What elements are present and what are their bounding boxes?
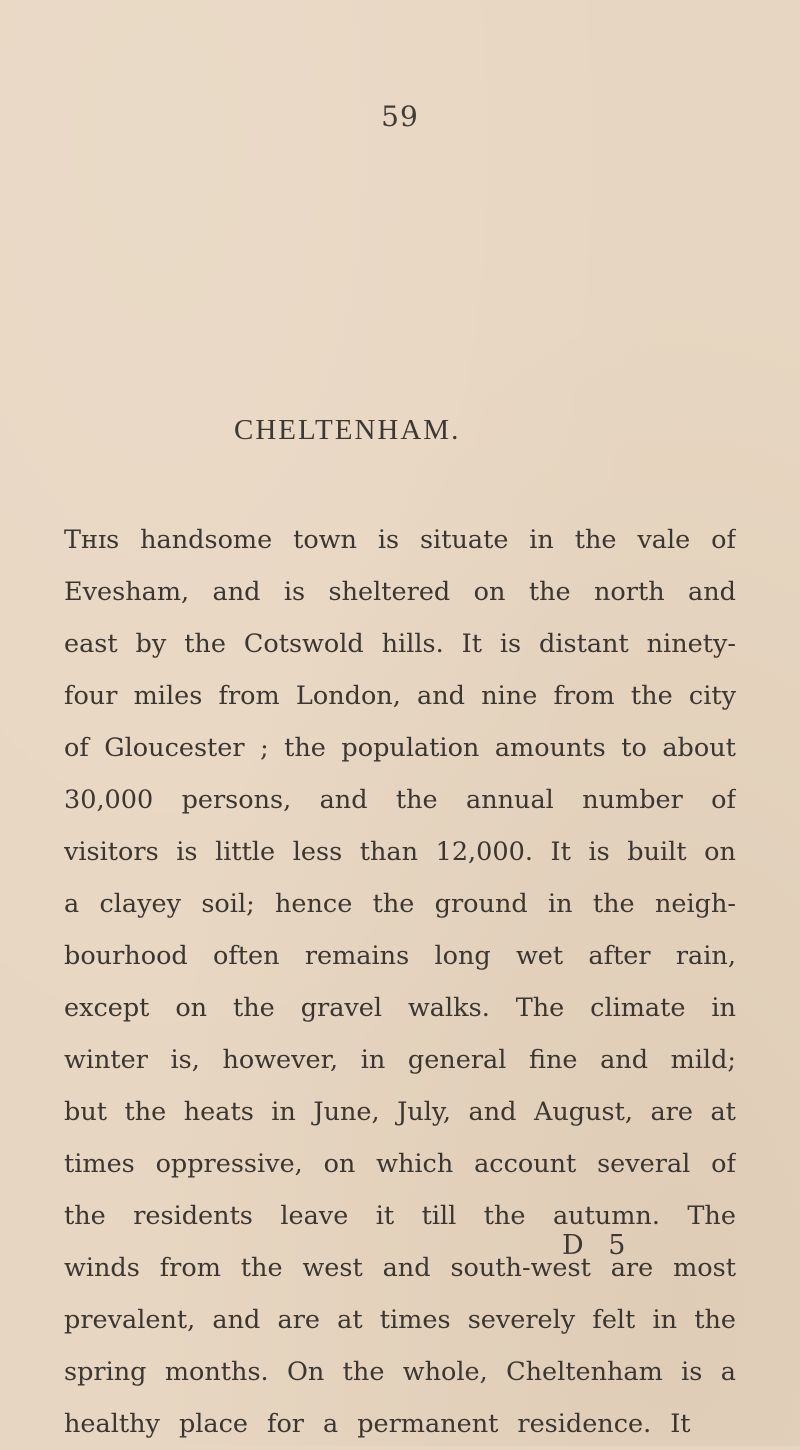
word: permanent (357, 1409, 499, 1439)
word: little (215, 837, 276, 867)
word: gravel (300, 993, 383, 1023)
word: situate (419, 525, 509, 555)
word: about (662, 733, 736, 763)
word: long (434, 941, 491, 971)
word: on (323, 1149, 356, 1179)
word: Cheltenham (506, 1357, 663, 1387)
text-line (64, 826, 736, 878)
word: and (417, 681, 465, 711)
word: the (395, 785, 438, 815)
word: Evesham, (64, 577, 190, 607)
word: and (382, 1253, 431, 1283)
word: population (341, 733, 480, 763)
word: a (323, 1409, 339, 1439)
word: the (574, 525, 617, 555)
word: whole, (402, 1357, 488, 1387)
word: hills. (381, 629, 444, 659)
word: ; (260, 733, 269, 763)
word: account (474, 1149, 577, 1179)
word: from (218, 681, 280, 711)
word: August, (533, 1097, 633, 1127)
word: Gloucester (104, 733, 245, 763)
word: autumn. (552, 1201, 660, 1231)
word: a (720, 1357, 736, 1387)
word: in (548, 889, 573, 919)
word: north (594, 577, 665, 607)
word: spring (64, 1357, 147, 1387)
word: visitors (64, 837, 159, 867)
word: months. (164, 1357, 269, 1387)
word: the (694, 1305, 736, 1335)
signature-mark: D 5 (562, 1230, 634, 1261)
word: fine (528, 1045, 578, 1075)
word: are (610, 1253, 654, 1283)
text-line (64, 1086, 736, 1138)
word: walks. (407, 993, 490, 1023)
word: it (375, 1201, 395, 1231)
word: after (588, 941, 651, 971)
word: London, (295, 681, 401, 711)
word: soil; (201, 889, 255, 919)
word: times (64, 1149, 135, 1179)
word: The (515, 993, 565, 1023)
word: the (342, 1357, 385, 1387)
text-line (64, 878, 736, 930)
text-line (64, 722, 736, 774)
word: general (407, 1045, 507, 1075)
word: June, (313, 1097, 380, 1127)
word: at (337, 1305, 363, 1335)
word: built (627, 837, 687, 867)
word: the (124, 1097, 167, 1127)
body-paragraph (64, 514, 736, 1450)
word: leave (280, 1201, 349, 1231)
word: for (267, 1409, 304, 1439)
word: city (688, 681, 736, 711)
text-line (64, 1034, 736, 1086)
word: Cotswold (243, 629, 364, 659)
word: and (468, 1097, 517, 1127)
word: on (473, 577, 506, 607)
word: the (528, 577, 571, 607)
word: annual (466, 785, 554, 815)
word: persons, (181, 785, 292, 815)
word: It (550, 837, 571, 867)
text-line (64, 670, 736, 722)
word: in (360, 1045, 386, 1075)
word: vale (637, 525, 691, 555)
word: residents (133, 1201, 253, 1231)
word: place (178, 1409, 249, 1439)
word: prevalent, (64, 1305, 196, 1335)
word: It (461, 629, 482, 659)
word: amounts (494, 733, 606, 763)
text-line (64, 1294, 736, 1346)
text-line (64, 1190, 736, 1242)
text-line (64, 1346, 736, 1398)
word: and (319, 785, 368, 815)
word: of (711, 525, 736, 555)
word: 12,000. (435, 837, 533, 867)
word: east (64, 629, 118, 659)
word: The (687, 1201, 736, 1231)
word: by (135, 629, 167, 659)
word: oppressive, (155, 1149, 303, 1179)
word: July, (397, 1097, 452, 1127)
word: and (212, 577, 261, 607)
word: the (284, 733, 326, 763)
word: in (652, 1305, 678, 1335)
text-line (64, 982, 736, 1034)
word: on (175, 993, 208, 1023)
word: climate (590, 993, 686, 1023)
word: and (688, 577, 736, 607)
word: winds (64, 1253, 140, 1283)
word: till (421, 1201, 457, 1231)
text-line (64, 930, 736, 982)
word: handsome (140, 525, 273, 555)
word: mild; (670, 1045, 736, 1075)
text-line (64, 566, 736, 618)
word: ninety- (646, 629, 736, 659)
page-number: 59 (381, 100, 419, 133)
word: are (277, 1305, 320, 1335)
text-line (64, 1242, 736, 1294)
word: town (293, 525, 357, 555)
word: is (176, 837, 198, 867)
word: On (287, 1357, 325, 1387)
word: times (379, 1305, 451, 1335)
word: residence. (517, 1409, 652, 1439)
word: clayey (99, 889, 182, 919)
word: healthy (64, 1409, 160, 1439)
word: than (359, 837, 419, 867)
word: the (592, 889, 635, 919)
word: miles (133, 681, 203, 711)
word: is (588, 837, 610, 867)
word: and (212, 1305, 261, 1335)
word: but (64, 1097, 107, 1127)
text-line (64, 514, 736, 566)
word: neigh- (654, 889, 736, 919)
word: nine (481, 681, 538, 711)
word: remains (304, 941, 410, 971)
word: severely (467, 1305, 576, 1335)
word: is (283, 577, 306, 607)
word: is (377, 525, 400, 555)
word: the (372, 889, 415, 919)
word: south-west (450, 1253, 591, 1283)
word: is, (170, 1045, 200, 1075)
word: is (499, 629, 522, 659)
word: often (213, 941, 280, 971)
word: the (240, 1253, 283, 1283)
word: winter (64, 1045, 148, 1075)
text-line (64, 1398, 736, 1450)
word: several (597, 1149, 691, 1179)
word: heats (183, 1097, 254, 1127)
word: Tʜɪs (64, 525, 120, 555)
word: hence (274, 889, 353, 919)
word: in (271, 1097, 296, 1127)
text-line (64, 774, 736, 826)
word: from (553, 681, 615, 711)
word: to (621, 733, 647, 763)
word: the (233, 993, 275, 1023)
word: a (64, 889, 80, 919)
word: west (302, 1253, 363, 1283)
word: the (483, 1201, 526, 1231)
word: which (376, 1149, 454, 1179)
word: 30,000 (64, 785, 154, 815)
word: of (711, 785, 736, 815)
word: in (529, 525, 554, 555)
word: wet (515, 941, 564, 971)
word: on (704, 837, 736, 867)
word: of (64, 733, 89, 763)
word: the (184, 629, 226, 659)
word: bourhood (64, 941, 188, 971)
word: ground (434, 889, 528, 919)
word: most (673, 1253, 736, 1283)
word: at (710, 1097, 736, 1127)
word: felt (592, 1305, 636, 1335)
word: the (64, 1201, 106, 1231)
word: except (64, 993, 150, 1023)
word: number (582, 785, 683, 815)
word: sheltered (328, 577, 451, 607)
word: and (600, 1045, 649, 1075)
word: from (159, 1253, 221, 1283)
chapter-heading: CHELTENHAM. (234, 414, 461, 446)
word: in (711, 993, 736, 1023)
word: is (681, 1357, 703, 1387)
word: the (630, 681, 673, 711)
word: are (650, 1097, 693, 1127)
word: four (64, 681, 118, 711)
word: rain, (675, 941, 736, 971)
word: distant (539, 629, 629, 659)
word: less (292, 837, 343, 867)
word: It (670, 1409, 691, 1439)
word: however, (222, 1045, 339, 1075)
text-line (64, 1138, 736, 1190)
word: of (711, 1149, 736, 1179)
text-line (64, 618, 736, 670)
